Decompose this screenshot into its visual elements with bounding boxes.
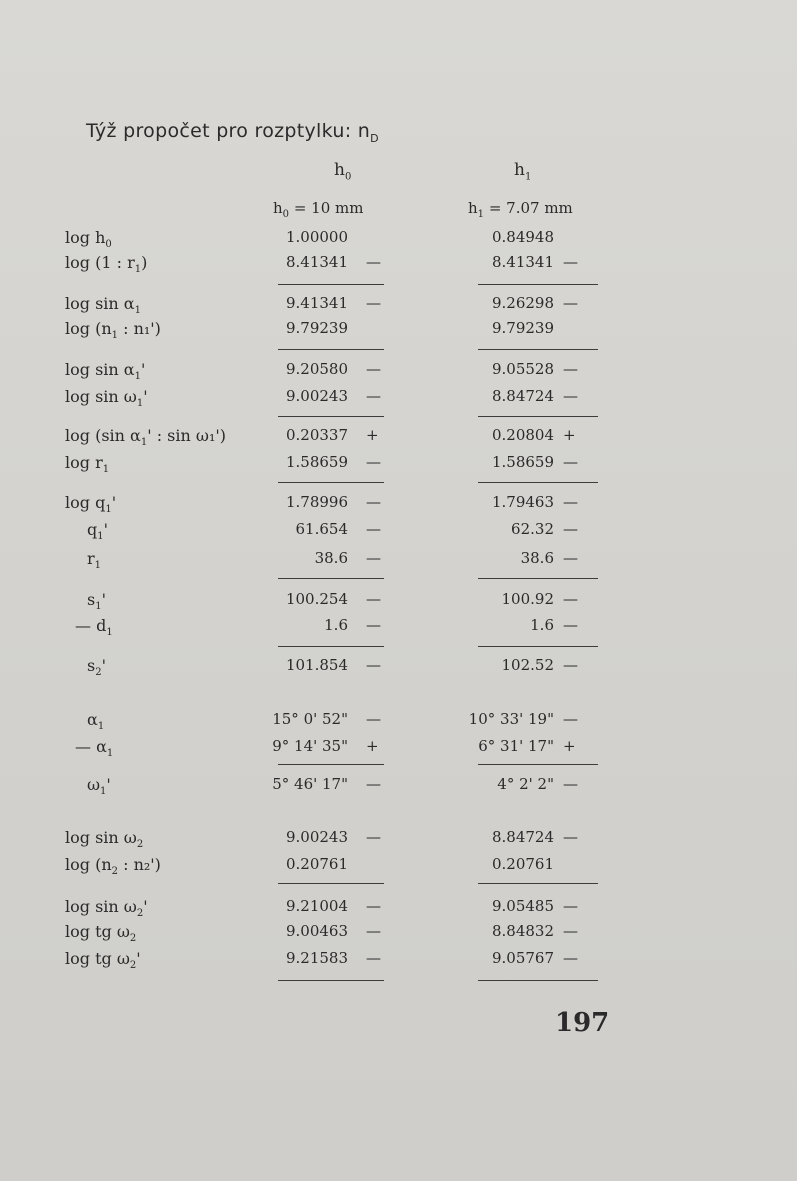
col2-header: $h_1$	[514, 160, 532, 183]
col1-sign: —	[366, 549, 381, 567]
col2-value: 102.52	[501, 656, 554, 674]
col1-value: 1.58659	[285, 453, 348, 471]
col1-value: 101.854	[285, 656, 348, 674]
row-label: $\log \sin \alpha_1$	[65, 294, 141, 317]
row-label: — $\alpha_1$	[75, 737, 114, 760]
col2-sign: —	[563, 922, 578, 940]
col2-definition: $h_1 = 7.07$ mm	[468, 199, 573, 220]
row-label: log tg $\omega_2$	[65, 922, 137, 945]
col2-sign: —	[563, 710, 578, 728]
col1-sign: —	[366, 949, 381, 967]
col2-sign: —	[563, 897, 578, 915]
row-label: $\omega_1'$	[87, 775, 111, 798]
page-heading: Týž propočet pro rozptylku: $n_D$	[86, 120, 379, 145]
col2-value: 1.79463	[491, 493, 554, 511]
col1-sign: —	[366, 520, 381, 538]
col2-sign: —	[563, 949, 578, 967]
col1-value: 8.41341	[285, 253, 348, 271]
col2-value: 100.92	[501, 590, 554, 608]
page-number: 197	[555, 1008, 610, 1038]
col1-value: 0.20761	[285, 855, 348, 873]
row-label: $s_2'$	[87, 656, 106, 679]
rule	[478, 482, 598, 483]
col2-value: 9.79239	[491, 319, 554, 337]
col2-value: 0.20804	[491, 426, 554, 444]
rule	[278, 764, 384, 765]
row-label: $\log q_1'$	[65, 493, 117, 516]
col1-value: 38.6	[314, 549, 348, 567]
col1-value: 61.654	[295, 520, 348, 538]
col1-value: 0.20337	[285, 426, 348, 444]
col2-value: 10° 33' 19"	[468, 710, 554, 728]
rule	[278, 883, 384, 884]
rule	[278, 284, 384, 285]
col1-value: 15° 0' 52"	[272, 710, 348, 728]
row-label: — $d_1$	[75, 616, 113, 639]
row-label: $q_1'$	[87, 520, 109, 543]
row-label: $r_1$	[87, 549, 102, 572]
col1-sign: —	[366, 616, 381, 634]
col2-value: 8.84832	[491, 922, 554, 940]
col2-sign: —	[563, 775, 578, 793]
col1-value: 9.20580	[285, 360, 348, 378]
col2-sign: —	[563, 520, 578, 538]
row-label: log tg $\omega_2'$	[65, 949, 141, 972]
heading-subscript: D	[370, 131, 379, 145]
col2-value: 8.84724	[491, 387, 554, 405]
rule	[278, 980, 384, 981]
row-label: $\alpha_1$	[87, 710, 105, 733]
col1-value: 100.254	[285, 590, 348, 608]
col2-value: 9.26298	[491, 294, 554, 312]
col1-sign: —	[366, 453, 381, 471]
rule	[478, 764, 598, 765]
col2-value: 4° 2' 2"	[497, 775, 554, 793]
col2-sign: —	[563, 656, 578, 674]
col2-sign: —	[563, 294, 578, 312]
col1-sign: +	[366, 426, 379, 444]
row-label: log (sin $\alpha_1'$ : sin ω₁')	[65, 426, 226, 449]
row-label: $\log \sin \omega_2'$	[65, 897, 148, 920]
col1-sign: —	[366, 775, 381, 793]
col1-value: 9.79239	[285, 319, 348, 337]
col1-value: 9.00463	[285, 922, 348, 940]
row-label: $\log h_0$	[65, 228, 112, 251]
col2-sign: —	[563, 616, 578, 634]
col1-value: 5° 46' 17"	[272, 775, 348, 793]
col2-value: 8.84724	[491, 828, 554, 846]
col1-sign: —	[366, 387, 381, 405]
rule	[478, 980, 598, 981]
col1-value: 1.78996	[285, 493, 348, 511]
col1-sign: —	[366, 253, 381, 271]
rule	[278, 578, 384, 579]
col1-value: 9.00243	[285, 828, 348, 846]
row-label: $\log (n_2$ : n₂')	[65, 855, 161, 878]
col1-sign: —	[366, 360, 381, 378]
col1-sign: —	[366, 710, 381, 728]
col1-value: 9.21004	[285, 897, 348, 915]
col1-value: 9.21583	[285, 949, 348, 967]
col2-value: 1.6	[530, 616, 554, 634]
col2-value: 9.05485	[491, 897, 554, 915]
col2-sign: —	[563, 453, 578, 471]
rule	[278, 349, 384, 350]
row-label: $s_1'$	[87, 590, 106, 613]
rule	[478, 578, 598, 579]
rule	[478, 349, 598, 350]
col2-sign: —	[563, 493, 578, 511]
col2-value: 1.58659	[491, 453, 554, 471]
rule	[278, 646, 384, 647]
col1-sign: —	[366, 828, 381, 846]
col1-sign: +	[366, 737, 379, 755]
col2-sign: —	[563, 360, 578, 378]
col1-sign: —	[366, 590, 381, 608]
col2-sign: —	[563, 590, 578, 608]
col1-value: 1.00000	[285, 228, 348, 246]
row-label: $\log r_1$	[65, 453, 110, 476]
col1-sign: —	[366, 922, 381, 940]
col2-sign: —	[563, 828, 578, 846]
col1-sign: —	[366, 294, 381, 312]
rule	[478, 883, 598, 884]
col2-value: 0.84948	[491, 228, 554, 246]
col1-sign: —	[366, 897, 381, 915]
row-label: $\log \sin \omega_1'$	[65, 387, 148, 410]
col2-sign: +	[563, 737, 576, 755]
col1-value: 9.00243	[285, 387, 348, 405]
col2-sign: —	[563, 253, 578, 271]
col2-value: 9.05767	[491, 949, 554, 967]
rule	[278, 482, 384, 483]
col1-sign: —	[366, 656, 381, 674]
col2-sign: +	[563, 426, 576, 444]
col1-value: 9° 14' 35"	[272, 737, 348, 755]
rule	[478, 416, 598, 417]
row-label: $\log (n_1$ : n₁')	[65, 319, 161, 342]
rule	[478, 646, 598, 647]
col2-value: 0.20761	[491, 855, 554, 873]
col1-sign: —	[366, 493, 381, 511]
col2-value: 9.05528	[491, 360, 554, 378]
col2-sign: —	[563, 387, 578, 405]
col2-value: 8.41341	[491, 253, 554, 271]
col2-value: 38.6	[520, 549, 554, 567]
col1-header: $h_0$	[334, 160, 352, 183]
row-label: log (1 : $r_1$)	[65, 253, 148, 276]
col1-value: 1.6	[324, 616, 348, 634]
row-label: $\log \sin \omega_2$	[65, 828, 144, 851]
col2-value: 6° 31' 17"	[478, 737, 554, 755]
col1-value: 9.41341	[285, 294, 348, 312]
col2-value: 62.32	[511, 520, 554, 538]
rule	[478, 284, 598, 285]
row-label: $\log \sin \alpha_1'$	[65, 360, 146, 383]
col2-sign: —	[563, 549, 578, 567]
col1-definition: $h_0 = 10$ mm	[273, 199, 364, 220]
rule	[278, 416, 384, 417]
